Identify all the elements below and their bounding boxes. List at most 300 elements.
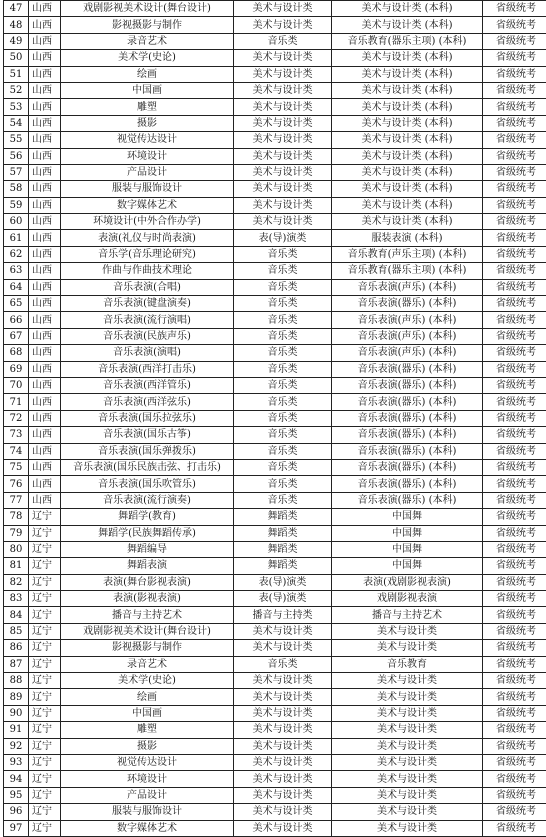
unified-exam-cell: 美术与设计类 (本科)	[332, 115, 483, 131]
row-number-cell: 66	[4, 312, 29, 328]
exam-type-cell: 省级统考	[483, 640, 546, 656]
unified-exam-cell: 表演(戏剧影视表演)	[332, 574, 483, 590]
table-row	[4, 214, 546, 230]
unified-exam-cell: 美术与设计类 (本科)	[332, 164, 483, 180]
exam-category-cell: 音乐类	[234, 656, 332, 672]
exam-type-cell: 省级统考	[483, 591, 546, 607]
unified-exam-cell: 美术与设计类 (本科)	[332, 197, 483, 213]
unified-exam-cell: 美术与设计类	[332, 804, 483, 820]
exam-category-cell: 音乐类	[234, 246, 332, 262]
row-number-cell: 70	[4, 377, 29, 393]
unified-exam-cell: 美术与设计类	[332, 820, 483, 836]
exam-type-cell: 省级统考	[483, 246, 546, 262]
table-row	[4, 754, 546, 770]
row-number-cell: 59	[4, 197, 29, 213]
major-cell: 音乐表演(民族声乐)	[61, 328, 234, 344]
table-row	[4, 541, 546, 557]
table-row	[4, 443, 546, 459]
province-cell: 辽宁	[29, 640, 61, 656]
table-row	[4, 82, 546, 98]
table-row	[4, 509, 546, 525]
major-cell: 中国画	[61, 705, 234, 721]
table-row	[4, 263, 546, 279]
exam-category-cell: 美术与设计类	[234, 214, 332, 230]
table-row	[4, 312, 546, 328]
row-number-cell: 77	[4, 492, 29, 508]
row-number-cell: 54	[4, 115, 29, 131]
unified-exam-cell: 美术与设计类 (本科)	[332, 1, 483, 17]
row-number-cell: 80	[4, 541, 29, 557]
table-row	[4, 410, 546, 426]
major-cell: 服装与服饰设计	[61, 181, 234, 197]
row-number-cell: 61	[4, 230, 29, 246]
exam-category-cell: 音乐类	[234, 459, 332, 475]
unified-exam-cell: 音乐表演(器乐) (本科)	[332, 476, 483, 492]
unified-exam-cell: 音乐表演(声乐) (本科)	[332, 328, 483, 344]
unified-exam-cell: 美术与设计类	[332, 738, 483, 754]
exam-type-cell: 省级统考	[483, 394, 546, 410]
row-number-cell: 88	[4, 673, 29, 689]
province-cell: 山西	[29, 410, 61, 426]
row-number-cell: 48	[4, 17, 29, 33]
exam-category-cell: 舞蹈类	[234, 558, 332, 574]
row-number-cell: 55	[4, 132, 29, 148]
table-row	[4, 607, 546, 623]
exam-type-cell: 省级统考	[483, 345, 546, 361]
exam-type-cell: 省级统考	[483, 787, 546, 803]
major-cell: 音乐表演(流行演唱)	[61, 312, 234, 328]
exam-category-cell: 美术与设计类	[234, 148, 332, 164]
major-cell: 摄影	[61, 115, 234, 131]
row-number-cell: 91	[4, 722, 29, 738]
exam-type-cell: 省级统考	[483, 17, 546, 33]
exam-category-cell: 音乐类	[234, 377, 332, 393]
exam-category-cell: 美术与设计类	[234, 164, 332, 180]
table-row	[4, 394, 546, 410]
exam-category-cell: 美术与设计类	[234, 804, 332, 820]
province-cell: 山西	[29, 230, 61, 246]
major-cell: 舞蹈编导	[61, 541, 234, 557]
row-number-cell: 92	[4, 738, 29, 754]
table-row	[4, 640, 546, 656]
unified-exam-cell: 美术与设计类 (本科)	[332, 148, 483, 164]
exam-type-cell: 省级统考	[483, 296, 546, 312]
table-row	[4, 50, 546, 66]
exam-type-cell: 省级统考	[483, 50, 546, 66]
exam-category-cell: 美术与设计类	[234, 771, 332, 787]
province-cell: 辽宁	[29, 738, 61, 754]
unified-exam-cell: 美术与设计类	[332, 705, 483, 721]
exam-category-cell: 美术与设计类	[234, 66, 332, 82]
table-row	[4, 132, 546, 148]
exam-category-cell: 美术与设计类	[234, 115, 332, 131]
major-cell: 戏剧影视美术设计(舞台设计)	[61, 1, 234, 17]
exam-type-cell: 省级统考	[483, 361, 546, 377]
exam-type-cell: 省级统考	[483, 673, 546, 689]
row-number-cell: 68	[4, 345, 29, 361]
table-row	[4, 787, 546, 803]
table-row	[4, 673, 546, 689]
exam-category-cell: 美术与设计类	[234, 1, 332, 17]
row-number-cell: 64	[4, 279, 29, 295]
unified-exam-cell: 美术与设计类 (本科)	[332, 99, 483, 115]
unified-exam-cell: 中国舞	[332, 525, 483, 541]
exam-category-cell: 表(导)演类	[234, 230, 332, 246]
province-cell: 辽宁	[29, 820, 61, 836]
major-cell: 作曲与作曲技术理论	[61, 263, 234, 279]
exam-category-cell: 美术与设计类	[234, 181, 332, 197]
exam-category-cell: 美术与设计类	[234, 82, 332, 98]
row-number-cell: 95	[4, 787, 29, 803]
exam-category-cell: 音乐类	[234, 394, 332, 410]
exam-type-cell: 省级统考	[483, 623, 546, 639]
table-row	[4, 574, 546, 590]
unified-exam-cell: 美术与设计类 (本科)	[332, 66, 483, 82]
unified-exam-cell: 音乐表演(声乐) (本科)	[332, 312, 483, 328]
province-cell: 山西	[29, 17, 61, 33]
exam-category-cell: 音乐类	[234, 345, 332, 361]
table-row	[4, 427, 546, 443]
province-cell: 山西	[29, 33, 61, 49]
row-number-cell: 97	[4, 820, 29, 836]
province-cell: 辽宁	[29, 558, 61, 574]
unified-exam-cell: 音乐教育(器乐主项) (本科)	[332, 263, 483, 279]
major-cell: 戏剧影视美术设计(舞台设计)	[61, 623, 234, 639]
province-cell: 辽宁	[29, 607, 61, 623]
exam-type-cell: 省级统考	[483, 541, 546, 557]
major-cell: 雕塑	[61, 99, 234, 115]
major-cell: 美术学(史论)	[61, 673, 234, 689]
unified-exam-cell: 美术与设计类	[332, 689, 483, 705]
province-cell: 辽宁	[29, 623, 61, 639]
province-cell: 辽宁	[29, 509, 61, 525]
row-number-cell: 58	[4, 181, 29, 197]
unified-exam-cell: 美术与设计类 (本科)	[332, 214, 483, 230]
exam-category-cell: 音乐类	[234, 263, 332, 279]
table-row	[4, 99, 546, 115]
province-cell: 山西	[29, 312, 61, 328]
major-cell: 表演(舞台影视表演)	[61, 574, 234, 590]
unified-exam-cell: 美术与设计类	[332, 623, 483, 639]
exam-type-cell: 省级统考	[483, 164, 546, 180]
unified-exam-cell: 音乐表演(器乐) (本科)	[332, 377, 483, 393]
major-cell: 产品设计	[61, 164, 234, 180]
major-cell: 音乐表演(合唱)	[61, 279, 234, 295]
table-row	[4, 722, 546, 738]
unified-exam-cell: 音乐表演(器乐) (本科)	[332, 492, 483, 508]
major-cell: 音乐表演(西洋管乐)	[61, 377, 234, 393]
exam-category-cell: 音乐类	[234, 312, 332, 328]
row-number-cell: 94	[4, 771, 29, 787]
table-row	[4, 230, 546, 246]
row-number-cell: 50	[4, 50, 29, 66]
major-cell: 产品设计	[61, 787, 234, 803]
exam-type-cell: 省级统考	[483, 1, 546, 17]
exam-category-cell: 音乐类	[234, 443, 332, 459]
row-number-cell: 84	[4, 607, 29, 623]
province-cell: 辽宁	[29, 689, 61, 705]
province-cell: 山西	[29, 82, 61, 98]
exam-type-cell: 省级统考	[483, 820, 546, 836]
province-cell: 辽宁	[29, 591, 61, 607]
row-number-cell: 52	[4, 82, 29, 98]
province-cell: 辽宁	[29, 673, 61, 689]
row-number-cell: 75	[4, 459, 29, 475]
major-cell: 服装与服饰设计	[61, 804, 234, 820]
row-number-cell: 71	[4, 394, 29, 410]
province-cell: 山西	[29, 345, 61, 361]
unified-exam-cell: 音乐表演(器乐) (本科)	[332, 459, 483, 475]
province-cell: 山西	[29, 328, 61, 344]
table-row	[4, 623, 546, 639]
table-row	[4, 66, 546, 82]
data-table	[3, 0, 546, 837]
exam-category-cell: 舞蹈类	[234, 525, 332, 541]
unified-exam-cell: 美术与设计类	[332, 673, 483, 689]
exam-type-cell: 省级统考	[483, 82, 546, 98]
table-row	[4, 591, 546, 607]
unified-exam-cell: 音乐教育	[332, 656, 483, 672]
table-row	[4, 771, 546, 787]
row-number-cell: 69	[4, 361, 29, 377]
exam-type-cell: 省级统考	[483, 328, 546, 344]
unified-exam-cell: 播音与主持艺术	[332, 607, 483, 623]
province-cell: 辽宁	[29, 656, 61, 672]
exam-type-cell: 省级统考	[483, 804, 546, 820]
exam-type-cell: 省级统考	[483, 476, 546, 492]
province-cell: 山西	[29, 296, 61, 312]
unified-exam-cell: 中国舞	[332, 558, 483, 574]
row-number-cell: 81	[4, 558, 29, 574]
major-cell: 音乐表演(国乐民族击弦、打击乐)	[61, 459, 234, 475]
major-cell: 表演(礼仪与时尚表演)	[61, 230, 234, 246]
exam-type-cell: 省级统考	[483, 181, 546, 197]
row-number-cell: 93	[4, 754, 29, 770]
table-row	[4, 345, 546, 361]
unified-exam-cell: 音乐表演(器乐) (本科)	[332, 296, 483, 312]
exam-category-cell: 美术与设计类	[234, 705, 332, 721]
province-cell: 辽宁	[29, 754, 61, 770]
province-cell: 山西	[29, 50, 61, 66]
unified-exam-cell: 美术与设计类	[332, 771, 483, 787]
exam-type-cell: 省级统考	[483, 689, 546, 705]
exam-type-cell: 省级统考	[483, 66, 546, 82]
exam-category-cell: 美术与设计类	[234, 787, 332, 803]
province-cell: 辽宁	[29, 525, 61, 541]
row-number-cell: 49	[4, 33, 29, 49]
unified-exam-cell: 音乐表演(器乐) (本科)	[332, 410, 483, 426]
table-row	[4, 361, 546, 377]
major-cell: 影视摄影与制作	[61, 17, 234, 33]
exam-category-cell: 美术与设计类	[234, 689, 332, 705]
major-cell: 录音艺术	[61, 656, 234, 672]
major-cell: 播音与主持艺术	[61, 607, 234, 623]
exam-type-cell: 省级统考	[483, 427, 546, 443]
exam-category-cell: 音乐类	[234, 279, 332, 295]
province-cell: 山西	[29, 115, 61, 131]
exam-type-cell: 省级统考	[483, 410, 546, 426]
province-cell: 山西	[29, 99, 61, 115]
exam-type-cell: 省级统考	[483, 574, 546, 590]
major-cell: 录音艺术	[61, 33, 234, 49]
exam-type-cell: 省级统考	[483, 197, 546, 213]
table-body	[4, 1, 546, 837]
major-cell: 美术学(史论)	[61, 50, 234, 66]
exam-type-cell: 省级统考	[483, 705, 546, 721]
exam-type-cell: 省级统考	[483, 607, 546, 623]
major-cell: 视觉传达设计	[61, 754, 234, 770]
exam-type-cell: 省级统考	[483, 558, 546, 574]
row-number-cell: 87	[4, 656, 29, 672]
row-number-cell: 85	[4, 623, 29, 639]
province-cell: 山西	[29, 459, 61, 475]
exam-type-cell: 省级统考	[483, 722, 546, 738]
province-cell: 山西	[29, 214, 61, 230]
exam-type-cell: 省级统考	[483, 214, 546, 230]
table-row	[4, 820, 546, 836]
table-row	[4, 705, 546, 721]
province-cell: 山西	[29, 361, 61, 377]
exam-category-cell: 美术与设计类	[234, 738, 332, 754]
province-cell: 辽宁	[29, 705, 61, 721]
exam-type-cell: 省级统考	[483, 443, 546, 459]
exam-category-cell: 美术与设计类	[234, 99, 332, 115]
major-cell: 舞蹈学(民族舞蹈传承)	[61, 525, 234, 541]
exam-category-cell: 美术与设计类	[234, 722, 332, 738]
exam-type-cell: 省级统考	[483, 738, 546, 754]
row-number-cell: 89	[4, 689, 29, 705]
unified-exam-cell: 音乐教育(声乐主项) (本科)	[332, 246, 483, 262]
table-row	[4, 115, 546, 131]
table-row	[4, 164, 546, 180]
row-number-cell: 73	[4, 427, 29, 443]
major-cell: 中国画	[61, 82, 234, 98]
unified-exam-cell: 美术与设计类	[332, 722, 483, 738]
exam-type-cell: 省级统考	[483, 279, 546, 295]
exam-category-cell: 美术与设计类	[234, 197, 332, 213]
table-row	[4, 459, 546, 475]
province-cell: 山西	[29, 132, 61, 148]
table-row	[4, 689, 546, 705]
exam-type-cell: 省级统考	[483, 312, 546, 328]
province-cell: 山西	[29, 443, 61, 459]
exam-category-cell: 音乐类	[234, 33, 332, 49]
unified-exam-cell: 音乐教育(器乐主项) (本科)	[332, 33, 483, 49]
unified-exam-cell: 美术与设计类 (本科)	[332, 132, 483, 148]
exam-category-cell: 音乐类	[234, 296, 332, 312]
row-number-cell: 79	[4, 525, 29, 541]
unified-exam-cell: 音乐表演(器乐) (本科)	[332, 427, 483, 443]
exam-type-cell: 省级统考	[483, 377, 546, 393]
table-row	[4, 1, 546, 17]
unified-exam-cell: 音乐表演(器乐) (本科)	[332, 443, 483, 459]
major-cell: 雕塑	[61, 722, 234, 738]
table-row	[4, 738, 546, 754]
province-cell: 山西	[29, 246, 61, 262]
province-cell: 辽宁	[29, 574, 61, 590]
major-cell: 数字媒体艺术	[61, 197, 234, 213]
major-cell: 表演(影视表演)	[61, 591, 234, 607]
major-cell: 音乐表演(西洋打击乐)	[61, 361, 234, 377]
table-row	[4, 492, 546, 508]
table-row	[4, 804, 546, 820]
exam-type-cell: 省级统考	[483, 656, 546, 672]
exam-category-cell: 美术与设计类	[234, 50, 332, 66]
row-number-cell: 78	[4, 509, 29, 525]
major-cell: 数字媒体艺术	[61, 820, 234, 836]
row-number-cell: 90	[4, 705, 29, 721]
province-cell: 山西	[29, 66, 61, 82]
unified-exam-cell: 美术与设计类	[332, 787, 483, 803]
province-cell: 山西	[29, 1, 61, 17]
exam-category-cell: 播音与主持类	[234, 607, 332, 623]
major-cell: 舞蹈表演	[61, 558, 234, 574]
province-cell: 辽宁	[29, 771, 61, 787]
row-number-cell: 72	[4, 410, 29, 426]
exam-category-cell: 音乐类	[234, 328, 332, 344]
table-row	[4, 246, 546, 262]
row-number-cell: 74	[4, 443, 29, 459]
province-cell: 辽宁	[29, 804, 61, 820]
table-row	[4, 33, 546, 49]
exam-category-cell: 表(导)演类	[234, 574, 332, 590]
exam-category-cell: 音乐类	[234, 427, 332, 443]
unified-exam-cell: 美术与设计类 (本科)	[332, 181, 483, 197]
major-cell: 音乐表演(键盘演奏)	[61, 296, 234, 312]
table-row	[4, 377, 546, 393]
table-row	[4, 476, 546, 492]
table-row	[4, 558, 546, 574]
unified-exam-cell: 服装表演 (本科)	[332, 230, 483, 246]
exam-type-cell: 省级统考	[483, 263, 546, 279]
major-cell: 音乐表演(西洋弦乐)	[61, 394, 234, 410]
province-cell: 山西	[29, 197, 61, 213]
row-number-cell: 96	[4, 804, 29, 820]
exam-category-cell: 美术与设计类	[234, 17, 332, 33]
row-number-cell: 51	[4, 66, 29, 82]
province-cell: 山西	[29, 164, 61, 180]
major-cell: 音乐表演(流行演奏)	[61, 492, 234, 508]
exam-type-cell: 省级统考	[483, 33, 546, 49]
row-number-cell: 62	[4, 246, 29, 262]
unified-exam-cell: 中国舞	[332, 509, 483, 525]
exam-category-cell: 美术与设计类	[234, 673, 332, 689]
table-row	[4, 17, 546, 33]
row-number-cell: 65	[4, 296, 29, 312]
row-number-cell: 76	[4, 476, 29, 492]
table-row	[4, 148, 546, 164]
exam-category-cell: 音乐类	[234, 492, 332, 508]
province-cell: 辽宁	[29, 722, 61, 738]
exam-category-cell: 音乐类	[234, 410, 332, 426]
province-cell: 山西	[29, 377, 61, 393]
unified-exam-cell: 美术与设计类	[332, 754, 483, 770]
unified-exam-cell: 音乐表演(声乐) (本科)	[332, 345, 483, 361]
exam-type-cell: 省级统考	[483, 132, 546, 148]
province-cell: 山西	[29, 492, 61, 508]
row-number-cell: 83	[4, 591, 29, 607]
table-row	[4, 181, 546, 197]
exam-type-cell: 省级统考	[483, 99, 546, 115]
major-cell: 音乐学(音乐理论研究)	[61, 246, 234, 262]
unified-exam-cell: 美术与设计类 (本科)	[332, 17, 483, 33]
exam-category-cell: 美术与设计类	[234, 754, 332, 770]
table-row	[4, 197, 546, 213]
province-cell: 山西	[29, 427, 61, 443]
exam-type-cell: 省级统考	[483, 459, 546, 475]
table-row	[4, 279, 546, 295]
row-number-cell: 82	[4, 574, 29, 590]
